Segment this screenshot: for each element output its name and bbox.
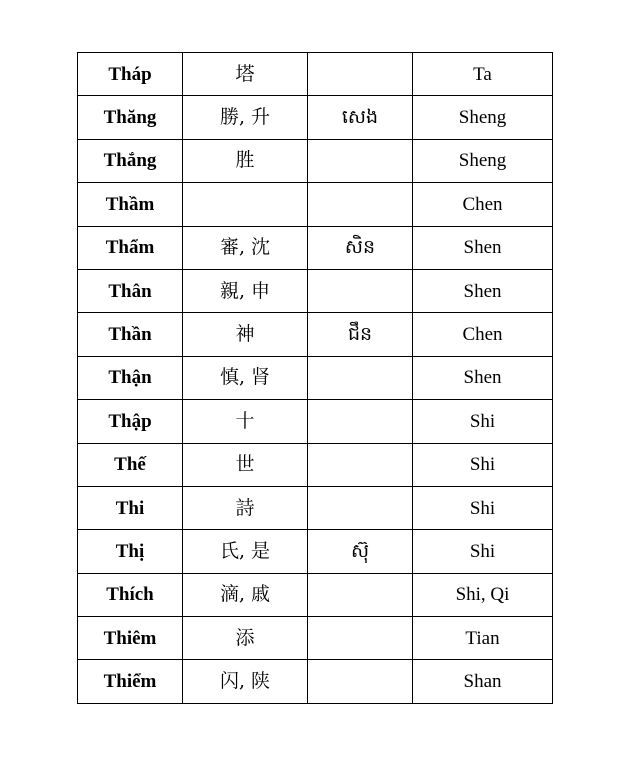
- han-character-cell: 審, 沈: [183, 226, 308, 269]
- pinyin-cell: Chen: [413, 183, 553, 226]
- han-character-cell: 世: [183, 443, 308, 486]
- pinyin-cell: Shen: [413, 226, 553, 269]
- pinyin-cell: Ta: [413, 53, 553, 96]
- vietnamese-cell: Tháp: [78, 53, 183, 96]
- han-character-cell: 胜: [183, 139, 308, 182]
- vietnamese-cell: Thiểm: [78, 660, 183, 703]
- han-character-cell: [183, 183, 308, 226]
- khmer-cell: [308, 573, 413, 616]
- vietnamese-cell: Thần: [78, 313, 183, 356]
- han-character-cell: 十: [183, 400, 308, 443]
- vietnamese-cell: Thi: [78, 486, 183, 529]
- table-row: [78, 269, 553, 312]
- khmer-cell: [308, 660, 413, 703]
- han-character-cell: 氏, 是: [183, 530, 308, 573]
- vietnamese-cell: Thiêm: [78, 617, 183, 660]
- han-character-cell: 慎, 肾: [183, 356, 308, 399]
- han-character-cell: 詩: [183, 486, 308, 529]
- table-row: [78, 96, 553, 139]
- khmer-cell: ស៊ុ: [308, 530, 413, 573]
- table-row: [78, 617, 553, 660]
- table-row: [78, 486, 553, 529]
- pinyin-cell: Shi: [413, 400, 553, 443]
- table-row: [78, 53, 553, 96]
- khmer-cell: [308, 139, 413, 182]
- pinyin-cell: Shi: [413, 530, 553, 573]
- pinyin-cell: Shi: [413, 486, 553, 529]
- khmer-cell: [308, 617, 413, 660]
- han-character-cell: 闪, 陕: [183, 660, 308, 703]
- table-row: [78, 356, 553, 399]
- pinyin-cell: Sheng: [413, 96, 553, 139]
- khmer-cell: [308, 356, 413, 399]
- table-row: [78, 530, 553, 573]
- vietnamese-cell: Thị: [78, 530, 183, 573]
- table-row: [78, 139, 553, 182]
- khmer-cell: [308, 443, 413, 486]
- vietnamese-cell: Thắng: [78, 139, 183, 182]
- table-row: [78, 443, 553, 486]
- khmer-cell: [308, 53, 413, 96]
- pinyin-cell: Shan: [413, 660, 553, 703]
- khmer-cell: [308, 400, 413, 443]
- vietnamese-cell: Thầm: [78, 183, 183, 226]
- han-character-cell: 勝, 升: [183, 96, 308, 139]
- han-character-cell: 添: [183, 617, 308, 660]
- khmer-cell: [308, 486, 413, 529]
- table-row: [78, 400, 553, 443]
- table-row: [78, 226, 553, 269]
- han-character-cell: 滴, 戚: [183, 573, 308, 616]
- vietnamese-cell: Thăng: [78, 96, 183, 139]
- table-row: [78, 573, 553, 616]
- table-row: [78, 183, 553, 226]
- khmer-cell: ជឹន: [308, 313, 413, 356]
- khmer-cell: សេង: [308, 96, 413, 139]
- khmer-cell: សិន: [308, 226, 413, 269]
- han-character-cell: 親, 申: [183, 269, 308, 312]
- pinyin-cell: Shen: [413, 269, 553, 312]
- khmer-cell: [308, 269, 413, 312]
- vietnamese-cell: Thẩm: [78, 226, 183, 269]
- pinyin-cell: Shi: [413, 443, 553, 486]
- khmer-cell: [308, 183, 413, 226]
- pinyin-cell: Sheng: [413, 139, 553, 182]
- table-row: [78, 660, 553, 703]
- vietnamese-cell: Thân: [78, 269, 183, 312]
- pinyin-cell: Chen: [413, 313, 553, 356]
- han-character-cell: 神: [183, 313, 308, 356]
- vietnamese-cell: Thế: [78, 443, 183, 486]
- vietnamese-cell: Thích: [78, 573, 183, 616]
- vietnamese-cell: Thận: [78, 356, 183, 399]
- pinyin-cell: Tian: [413, 617, 553, 660]
- pinyin-cell: Shi, Qi: [413, 573, 553, 616]
- glossary-table: [77, 52, 553, 704]
- table-row: [78, 313, 553, 356]
- han-character-cell: 塔: [183, 53, 308, 96]
- pinyin-cell: Shen: [413, 356, 553, 399]
- vietnamese-cell: Thập: [78, 400, 183, 443]
